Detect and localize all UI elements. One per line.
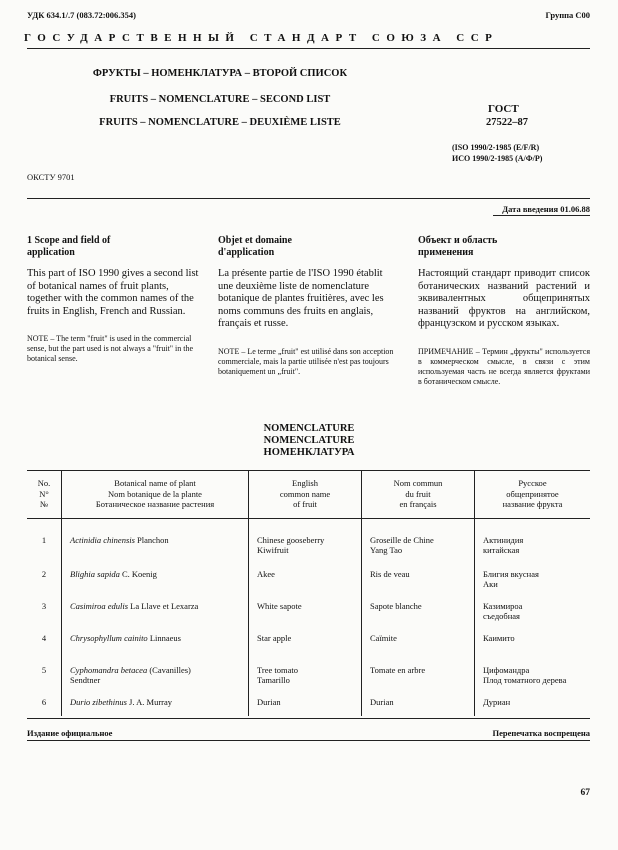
banner-text: ГОСУДАРСТВЕННЫЙ СТАНДАРТ СОЮЗА ССР (24, 32, 499, 44)
english-name (249, 633, 362, 665)
scope-heading-russian-line1: Объект и область (418, 235, 498, 246)
nomenclature-table (27, 470, 590, 716)
okstu-code: ОКСТУ 9701 (27, 172, 75, 182)
table-row (27, 518, 590, 569)
header-russian-line1: Русское (518, 478, 547, 488)
french-name (362, 518, 475, 569)
french-name-line1: Groseille de Chine (370, 534, 434, 545)
header-russian-line3: название фрукта (502, 499, 563, 509)
scope-body-russian: Настоящий стандарт приводит список ботанических названий растений и эквивалентных общепринятых названий фруктов на английском, французском и русском языках. (418, 268, 590, 329)
iso-reference-latin: (ISO 1990/2-1985 (E/F/R) (452, 143, 540, 152)
header-french-line2: du fruit (405, 488, 431, 499)
nomenclature-heading (0, 423, 618, 459)
header-botanical-ru: Ботаническое название растения (95, 499, 215, 509)
botanical-name (62, 569, 249, 601)
russian-name-line2: Аки (483, 579, 498, 589)
nomenclature-heading-en: NOMENCLATURE (263, 423, 355, 434)
table-row (27, 697, 590, 716)
author: (Cavanilles) (149, 664, 191, 675)
scope-note-russian: ПРИМЕЧАНИЕ – Термин „фрукты" используется в коммерческом смысле, в связи с этим используемая часть не всегда является фруктами в ботаническом смысле. (418, 346, 590, 386)
table-row (27, 633, 590, 665)
russian-name (475, 569, 591, 601)
english-name-line1: Star apple (257, 632, 292, 643)
scope-heading-russian-line2: применения (418, 247, 474, 258)
banner-rule (27, 48, 590, 49)
table-header-row (27, 471, 590, 519)
page-number: 67 (580, 788, 590, 798)
genus-species: Actinidia chinensis (70, 534, 135, 545)
scope-heading-english-line2: application (27, 247, 75, 258)
french-name (362, 633, 475, 665)
row-number: 5 (41, 664, 47, 675)
english-name-line2: Kiwifruit (257, 545, 289, 555)
russian-name-line2: съедобная (483, 611, 520, 621)
russian-name (475, 633, 591, 665)
english-name (249, 665, 362, 697)
genus-species: Blighia sapida (70, 568, 120, 579)
scope-note-french: NOTE – Le terme „fruit" est utilisé dans son acception commerciale, mais la partie utilisée n'est pas toujours botaniquement un „fruit". (218, 346, 394, 376)
french-name-line1: Sapote blanche (370, 600, 422, 611)
english-name-line1: Tree tomato (257, 664, 299, 675)
english-name-line1: Akee (257, 568, 275, 579)
author: J. A. Murray (129, 696, 173, 707)
header-number-en: No. (37, 478, 51, 488)
scope-heading-russian (418, 235, 598, 259)
scope-heading-english (27, 235, 207, 259)
russian-name-line1: Блигия вкусная (483, 568, 539, 579)
genus-species: Durio zibethinus (70, 696, 127, 707)
official-edition-label: Издание официальное (27, 728, 113, 738)
french-name (362, 665, 475, 697)
gost-label: ГОСТ (488, 103, 519, 115)
english-name-line1: White sapote (257, 600, 302, 611)
header-number (27, 471, 62, 519)
french-name-line2: Yang Tao (370, 545, 403, 555)
french-name (362, 601, 475, 633)
row-number: 3 (41, 600, 47, 611)
russian-name-line2: Плод томатного дерева (483, 675, 567, 685)
french-name-line1: Tomate en arbre (370, 664, 426, 675)
table-row (27, 601, 590, 633)
author: Linnaeus (149, 632, 181, 643)
russian-name-line1: Цифомандра (483, 664, 530, 675)
russian-name (475, 665, 591, 697)
botanical-name (62, 665, 249, 697)
header-french-name (362, 471, 475, 519)
header-english-line2: common name (279, 488, 331, 499)
title-french: FRUITS – NOMENCLATURE – DEUXIÈME LISTE (99, 117, 341, 128)
scope-english-column (27, 235, 207, 364)
scope-heading-french-line1: Objet et domaine (218, 235, 292, 246)
french-name (362, 697, 475, 716)
russian-name (475, 518, 591, 569)
author: Planchon (137, 534, 169, 545)
header-botanical-en: Botanical name of plant (114, 478, 196, 488)
botanical-name (62, 518, 249, 569)
french-name-line1: Durian (370, 696, 394, 707)
gost-number: 27522–87 (486, 117, 528, 128)
row-number: 2 (41, 568, 47, 579)
date-underline (493, 215, 590, 216)
scope-body-french: La présente partie de l'ISO 1990 établit une deuxième liste de nomenclature botanique de plantes fruitières, avec les noms communs des fruits en anglais, français et russe. (218, 268, 384, 329)
russian-name-line1: Дуриан (483, 696, 511, 707)
header-number-fr: N° (39, 488, 49, 499)
table-row (27, 665, 590, 697)
botanical-name (62, 633, 249, 665)
genus-species: Casimiroa edulis (70, 600, 129, 611)
scope-heading-french (218, 235, 398, 259)
russian-name (475, 697, 591, 716)
row-number: 1 (41, 534, 47, 545)
nomenclature-heading-ru: НОМЕНКЛАТУРА (263, 447, 355, 458)
english-name (249, 601, 362, 633)
russian-name-line2: китайская (483, 545, 520, 555)
genus-species: Cyphomandra betacea (70, 664, 148, 675)
english-name-line1: Chinese gooseberry (257, 534, 325, 545)
header-russian-line2: общепринятое (506, 488, 559, 499)
scope-note-english: NOTE – The term "fruit" is used in the commercial sense, but the part used is not always a "fruit" in the botanical sense. (27, 334, 194, 363)
scope-french-column (218, 235, 398, 377)
udk-code: УДК 634.1/.7 (083.72:006.354) (27, 10, 136, 20)
author: La Llave et Lexarza (130, 600, 199, 611)
genus-species: Chrysophyllum cainito (70, 632, 148, 643)
botanical-name (62, 601, 249, 633)
scope-body-english: This part of ISO 1990 gives a second list of botanical names of fruit plants, together with the common names of the fruits in English, French and Russian. (27, 268, 199, 317)
header-number-ru: № (39, 499, 49, 509)
header-botanical-name (62, 471, 249, 519)
header-english-line3: of fruit (293, 499, 317, 509)
header-english-line1: English (292, 478, 318, 488)
table-bottom-rule (27, 718, 590, 719)
header-russian-name (475, 471, 591, 519)
russian-name-line1: Каимито (483, 632, 515, 643)
reprint-prohibited-label: Перепечатка воспрещена (492, 728, 590, 738)
header-french-line1: Nom commun (393, 478, 443, 488)
scope-heading-english-line1: 1 Scope and field of (27, 235, 111, 246)
row-number: 6 (41, 696, 47, 707)
author-line2: Sendtner (70, 675, 101, 685)
botanical-name (62, 697, 249, 716)
scope-heading-french-line2: d'application (218, 247, 275, 258)
french-name-line1: Ris de veau (370, 568, 410, 579)
french-name-line1: Caïmite (370, 632, 397, 643)
group-code: Группа С00 (545, 10, 590, 20)
header-french-line3: en français (399, 499, 437, 509)
english-name (249, 569, 362, 601)
state-standard-banner (24, 32, 594, 44)
english-name (249, 518, 362, 569)
english-name-line2: Tamarillo (257, 675, 290, 685)
header-english-name (249, 471, 362, 519)
header-botanical-fr: Nom botanique de la plante (108, 488, 202, 499)
footer-rule (27, 740, 590, 741)
nomenclature-heading-fr: NOMENCLATURE (263, 435, 355, 446)
russian-name-line1: Казимироа (483, 600, 523, 611)
iso-reference-cyrillic: ИСО 1990/2-1985 (А/Ф/Р) (452, 154, 543, 163)
row-number: 4 (41, 632, 47, 643)
scope-russian-column (418, 235, 598, 387)
introduction-date: Дата введения 01.06.88 (502, 204, 590, 214)
title-russian: ФРУКТЫ – НОМЕНКЛАТУРА – ВТОРОЙ СПИСОК (92, 68, 348, 79)
russian-name (475, 601, 591, 633)
russian-name-line1: Актинидия (483, 534, 524, 545)
title-english: FRUITS – NOMENCLATURE – SECOND LIST (109, 94, 331, 105)
english-name-line1: Durian (257, 696, 281, 707)
okstu-rule (27, 198, 590, 199)
table-row (27, 569, 590, 601)
english-name (249, 697, 362, 716)
french-name (362, 569, 475, 601)
author: C. Koenig (121, 568, 157, 579)
